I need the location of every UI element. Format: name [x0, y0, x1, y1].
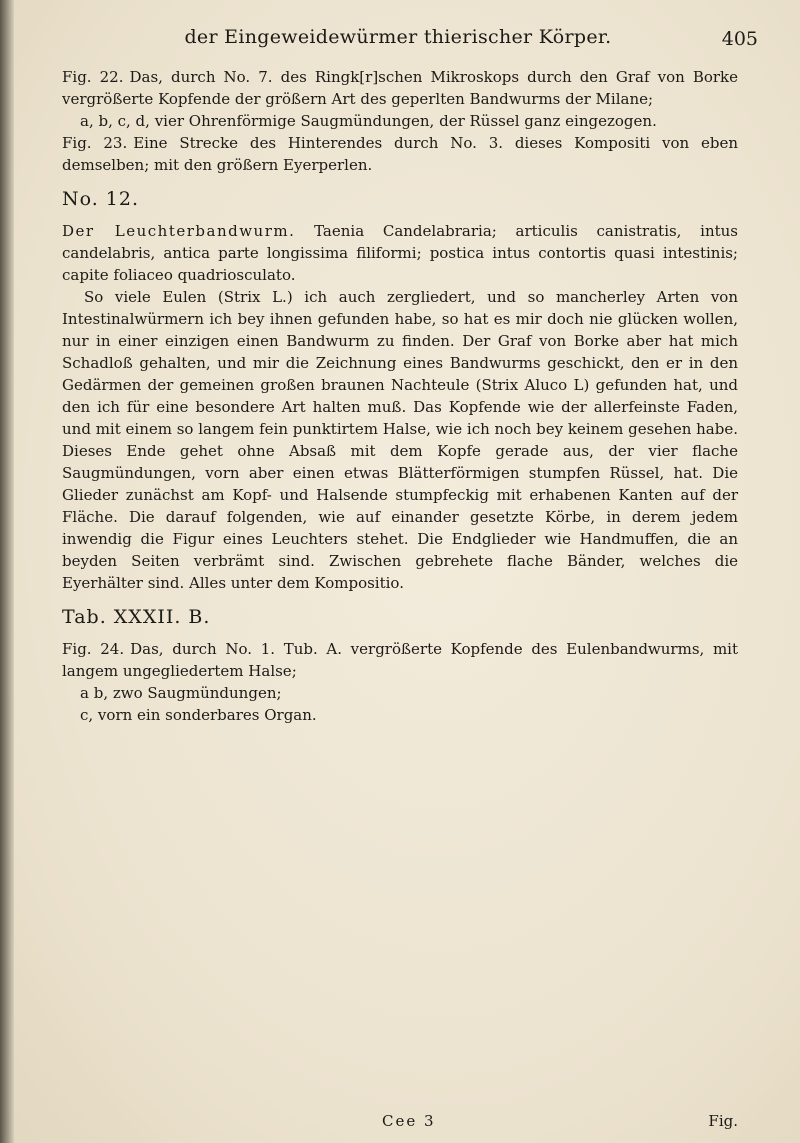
running-title: der Eingeweidewürmer thierischer Körper. [184, 26, 612, 48]
figure-24-entry [62, 638, 738, 682]
figure-22-list-item: a, b, c, d, vier Ohrenförmige Saugmündungen, der Rüssel ganz eingezogen. [80, 112, 657, 130]
figure-24-list-item-c: c, vorn ein sonderbares Organ. [80, 706, 317, 724]
figure-23-entry [62, 132, 738, 176]
section-heading: No. 12. [62, 188, 140, 210]
figure-23-label: Fig. 23. [62, 134, 128, 152]
figure-22-list [80, 110, 738, 132]
figure-24-list-item-ab: a b, zwo Saugmündungen; [80, 684, 282, 702]
page-body [62, 66, 738, 726]
figure-22-label: Fig. 22. [62, 68, 124, 86]
figure-22-entry [62, 66, 738, 110]
page-footer [62, 1112, 738, 1134]
page-gutter-shadow [0, 0, 14, 1143]
plate-heading: Tab. XXXII. B. [62, 606, 211, 628]
signature-mark: Cee 3 [382, 1112, 436, 1130]
species-common-name: Der Leuchterbandwurm. [62, 222, 296, 240]
page-header [118, 20, 758, 54]
figure-23-text: Eine Strecke des Hinterendes durch No. 3. dieses Kompositi von eben demselben; mit den größern Eyerperlen. [62, 134, 738, 174]
figure-24-text: Das, durch No. 1. Tub. A. vergrößerte Kopfende des Eulenbandwurms, mit langem ungegliedertem Halse; [62, 640, 739, 680]
species-intro [62, 220, 738, 286]
figure-24-label: Fig. 24. [62, 640, 125, 658]
species-description: So viele Eulen (Strix L.) ich auch zergliedert, und so mancherley Arten von Intestinalwürmern ich bey ihnen gefunden habe, so hat es mir doch nie glücken wollen, nur in einer einzigen einen Bandwurm zu finden. Der Graf von Borke aber hat mich Schadloß gehalten, und mir die Zeichnung eines Bandwurms geschickt, den er in den Gedärmen der gemeinen großen braunen Nachteule (Strix Aluco L) gefunden hat, und den ich für eine besondere Art halten muß. Das Kopfende wie der allerfeinste Faden, und mit einem so langem fein punktirtem Halse, wie ich noch bey keinem gesehen habe. Dieses Ende gehet ohne Absaß mit dem Kopfe gerade aus, der vier flache Saugmündungen, vorn aber einen etwas Blätterförmigen stumpfen Rüssel, hat. Die Glieder zunächst am Kopf- und Halsende stumpfeckig mit erhabenen Kanten auf der Fläche. Die darauf folgenden, wie auf einander gesetzte Körbe, in derem jedem inwendig die Figur eines Leuchters stehet. Die Endglieder wie Handmuffen, die an beyden Seiten verbrämt sind. Zwischen gebrehete flache Bänder, welches die Eyerhälter sind. Alles unter dem Kompositio. [62, 288, 738, 592]
page-number: 405 [721, 28, 758, 50]
species-latin-diagnosis: Taenia Candelabraria; articulis canistratis, intus candelabris, antica parte longissima filiformi; postica intus contortis quasi intestinis; capite foliaceo quadriosculato. [62, 222, 738, 284]
catchword: Fig. [708, 1112, 738, 1130]
figure-22-text: Das, durch No. 7. des Ringk[r]schen Mikroskops durch den Graf von Borke vergrößerte Kopfende der größern Art des geperlten Bandwurms der Milane; [62, 68, 739, 108]
figure-24-list [80, 682, 738, 726]
